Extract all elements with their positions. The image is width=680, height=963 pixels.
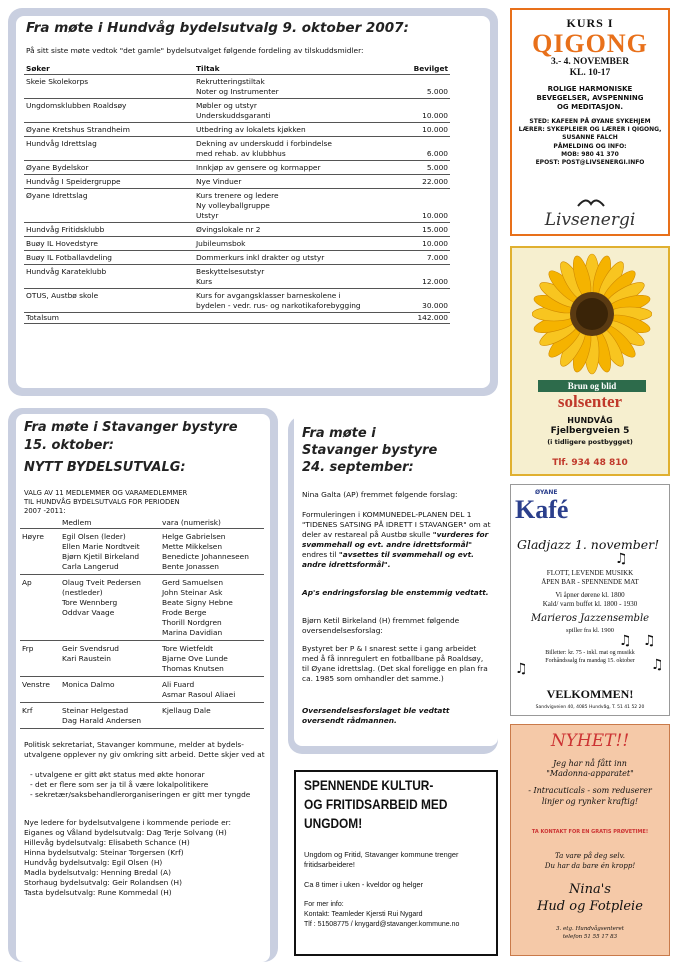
- nyhet-l2: - Intracuticals - som reduserer linjer og rynker kraftig!: [528, 786, 652, 806]
- council-title-3: NYTT BYDELSUTVALG:: [24, 460, 186, 475]
- grant-row: [24, 99, 450, 123]
- qigong-desc: ROLIGE HARMONISKE BEVEGELSER, AVSPENNING OG MEDITASJON.: [536, 85, 644, 111]
- kafe-line1: FLOTT, LEVENDE MUSIKK ÅPEN BAR - SPENNENDE MAT: [541, 569, 639, 586]
- grant-row: [24, 251, 450, 265]
- sun-banner: Brun og blid: [538, 380, 646, 392]
- grant-measure: Kurs for avgangsklasser barneskolene i bydelen - vedr. rus- og narkotikaforebygging: [194, 289, 394, 313]
- kafe-band: Marieros Jazzensemble: [530, 613, 650, 624]
- grant-amount: 22.000: [394, 175, 450, 189]
- bird-icon: [576, 196, 606, 210]
- music-note-icon: ♫: [515, 661, 528, 677]
- sunflower-icon: [532, 252, 652, 376]
- col-vara: vara (numerisk): [160, 518, 264, 529]
- sept-p5: Bystyret ber P & I snarest sette i gang arbeidet med å få innregulert en fotballbane på Roaldsøy, til Øyane idrettslag. (Det skal foreligge en plan fra ca. 1985 som omhandler det samme.): [302, 644, 488, 683]
- grant-applicant: Hundvåg Fritidsklubb: [24, 223, 194, 237]
- leaders-title: Nye ledere for bydelsutvalgene i kommende periode er:: [24, 818, 232, 827]
- qigong-info: STED: KAFEEN PÅ ØYANE SYKEHJEM LÆRER: SYKEPLEIER OG LÆRER I QIGONG, SUSANNE FALCH PÅMELDING OG INFO: MOB: 980 41 370 EPOST: POST@LIVSENERGI.INFO: [518, 118, 662, 167]
- grant-amount: 10.000: [394, 99, 450, 123]
- leader-item: Hinna bydelsutvalg: Steinar Torgersen (Krf): [24, 848, 184, 857]
- kafe-tickets: Billetter: kr. 75 - inkl. mat og musikk Forhåndssalg fra mandag 15. oktober: [545, 650, 635, 664]
- sept-p1: Nina Galta (AP) fremmet følgende forslag:: [302, 490, 458, 499]
- grant-applicant: Hundvåg Idrettslag: [24, 137, 194, 161]
- nyhet-ad: [510, 724, 670, 956]
- sept-p2: [302, 510, 492, 570]
- kafe-small: ØYANE: [535, 489, 558, 496]
- bullet-text: det er flere som ser ja til å være lokalpolitikere: [35, 780, 209, 789]
- party-members: Olaug Tveit Pedersen (nestleder) Tore Wennberg Oddvar Vaage: [60, 575, 160, 641]
- grant-amount: 12.000: [394, 265, 450, 289]
- party-vara: Helge Gabrielsen Mette Mikkelsen Benedicte Johanneseen Bente Jonassen: [160, 529, 264, 575]
- grant-measure: Dekning av underskudd i forbindelse med rehab. av klubbhus: [194, 137, 394, 161]
- nyhet-l4: Ta vare på deg selv. Du har da bare én kropp!: [544, 852, 636, 870]
- culture-box: [294, 770, 498, 956]
- nyhet-l5: Nina's Hud og Fotpleie: [537, 882, 643, 914]
- grant-applicant: Buøy IL Fotballavdeling: [24, 251, 194, 265]
- grant-row: [24, 237, 450, 251]
- grant-applicant: Øyane Bydelskor: [24, 161, 194, 175]
- nyhet-l6: 3. etg. Hundvågsenteret telefon 51 55 17 83: [556, 926, 624, 940]
- grant-measure: Utbedring av lokalets kjøkken: [194, 123, 394, 137]
- grant-amount: 5.000: [394, 161, 450, 175]
- kafe-band-time: spiller fra kl. 1900: [565, 627, 615, 634]
- party-name: Krf: [20, 703, 60, 729]
- qigong-brand: Livsenergi: [544, 210, 636, 230]
- music-note-icon: ♫: [619, 633, 632, 649]
- council-para: Politisk sekretariat, Stavanger kommune, melder at bydels-utvalgene opplever ny giv omkring sitt arbeid. Dette skjer ved at: [24, 740, 265, 759]
- leader-item: Tasta bydelsutvalg: Rune Kommedal (H): [24, 888, 172, 897]
- bullet-text: sekretær/saksbehandlerorganiseringen er gitt mer tyngde: [35, 790, 251, 799]
- sun-tel: Tlf. 934 48 810: [552, 458, 628, 468]
- party-name: Høyre: [20, 529, 60, 575]
- grant-measure: Innkjøp av gensere og kormapper: [194, 161, 394, 175]
- party-name: Ap: [20, 575, 60, 641]
- grant-row: [24, 161, 450, 175]
- grant-amount: 15.000: [394, 223, 450, 237]
- leader-item: Storhaug bydelsutvalg: Geir Rolandsen (H): [24, 878, 182, 887]
- total-label: Totalsum: [24, 313, 194, 324]
- party-members: Steinar Helgestad Dag Harald Andersen: [60, 703, 160, 729]
- grant-measure: Rekrutteringstiltak Noter og Instrumenter: [194, 75, 394, 99]
- party-vara: Kjellaug Dale: [160, 703, 264, 729]
- kafe-ad: [510, 484, 670, 716]
- leader-item: Hillevåg bydelsutvalg: Elisabeth Schance (H): [24, 838, 190, 847]
- grant-amount: 30.000: [394, 289, 450, 313]
- grant-row: [24, 189, 450, 223]
- grant-row: [24, 137, 450, 161]
- leader-item: Madla bydelsutvalg: Henning Bredal (A): [24, 868, 171, 877]
- music-note-icon: ♫: [615, 551, 628, 567]
- grant-measure: Jubileumsbok: [194, 237, 394, 251]
- council-inner: [16, 414, 270, 962]
- party-row: [20, 641, 264, 677]
- grant-amount: 10.000: [394, 123, 450, 137]
- sept-p2-quote2: "avsettes til svømmehall og evt. andre idrettsformål".: [302, 550, 474, 569]
- sun-place: HUNDVÅG: [567, 416, 613, 425]
- grant-applicant: Hundvåg I Speidergruppe: [24, 175, 194, 189]
- party-vara: Ali Fuard Asmar Rasoul Aliaei: [160, 677, 264, 703]
- party-vara: Tore Wietfeldt Bjarne Ove Lunde Thomas Knutsen: [160, 641, 264, 677]
- grants-header-row: [24, 64, 450, 75]
- grant-applicant: Hundvåg Karateklubb: [24, 265, 194, 289]
- col-bevilget: Bevilget: [394, 64, 450, 75]
- bullet-item: - utvalgene er gitt økt status med økte honorar: [30, 770, 205, 779]
- sept-p2-text: Formuleringen i KOMMUNEDEL-PLANEN DEL 1 "TIDENES SATSING PÅ IDRETT I STAVANGER" om at deler av restareal på Austbø skulle: [302, 510, 491, 539]
- council-bullets: [24, 770, 270, 800]
- party-row: [20, 677, 264, 703]
- grant-measure: Nye Vinduer: [194, 175, 394, 189]
- party-row: [20, 575, 264, 641]
- grant-measure: Dommerkurs inkl drakter og utstyr: [194, 251, 394, 265]
- party-members: Egil Olsen (leder) Ellen Marie Nordtveit Bjørn Kjetil Birkeland Carla Langerud: [60, 529, 160, 575]
- bullet-item: - sekretær/saksbehandlerorganiseringen er gitt mer tyngde: [30, 790, 251, 799]
- grant-amount: 10.000: [394, 189, 450, 223]
- council-table: [20, 518, 264, 729]
- qigong-kurs: KURS I: [566, 16, 614, 30]
- col-medlem: Medlem: [60, 518, 160, 529]
- grants-title: Fra møte i Hundvåg bydelsutvalg 9. oktober 2007:: [26, 20, 409, 36]
- sept-p2-quote1: "vurderes for svømmehall og evt. andre idrettsformål": [302, 530, 489, 549]
- grant-amount: 6.000: [394, 137, 450, 161]
- grant-amount: 5.000: [394, 75, 450, 99]
- grant-row: [24, 123, 450, 137]
- culture-p3: For mer info: Kontakt: Teamleder Kjersti Rui Nygard Tlf : 51508775 / knygard@stavanger.kommune.no: [304, 901, 460, 928]
- grant-applicant: OTUS, Austbø skole: [24, 289, 194, 313]
- grant-row: [24, 223, 450, 237]
- music-note-icon: ♫: [643, 633, 656, 649]
- grant-row: [24, 265, 450, 289]
- qigong-date: 3.- 4. NOVEMBER KL. 10-17: [550, 57, 630, 78]
- sept-p6: Oversendelsesforslaget ble vedtatt oversendt rådmannen.: [302, 706, 450, 725]
- party-vara: Gerd Samuelsen John Steinar Ask Beate Signy Hebne Frode Berge Thorill Nordgren Marina Davidian: [160, 575, 264, 641]
- culture-p1: Ungdom og Fritid, Stavanger kommune trenger fritidsarbeidere!: [304, 850, 459, 869]
- party-members: Geir Svendsrud Kari Raustein: [60, 641, 160, 677]
- sept-p4: Bjørn Ketil Birkeland (H) fremmet følgende oversendelsesforslag:: [302, 616, 460, 635]
- party-row: [20, 529, 264, 575]
- grant-measure: Beskyttelsesutstyr Kurs: [194, 265, 394, 289]
- council-intro: VALG AV 11 MEDLEMMER OG VARAMEDLEMMER TIL HUNDVÅG BYDELSUTVALG FOR PERIODEN 2007 -2011:: [24, 489, 188, 515]
- col-tiltak: Tiltak: [194, 64, 394, 75]
- party-members: Monica Dalmo: [60, 677, 160, 703]
- grant-applicant: Øyane Kretshus Strandheim: [24, 123, 194, 137]
- grant-measure: Møbler og utstyr Underskuddsgaranti: [194, 99, 394, 123]
- sept-p3: Ap's endringsforslag ble enstemmig vedtatt.: [302, 588, 489, 597]
- council-title-1: Fra møte i Stavanger bystyre: [24, 420, 238, 435]
- party-name: Frp: [20, 641, 60, 677]
- kafe-footer: Sandvigveien 40, 4085 Hundvåg, T. 51 41 52 20: [535, 705, 645, 710]
- music-note-icon: ♫: [651, 657, 664, 673]
- sept-title-2: Stavanger bystyre: [302, 443, 438, 458]
- council-header-row: [20, 518, 264, 529]
- sept-title-1: Fra møte i: [302, 426, 376, 441]
- total-value: 142.000: [394, 313, 450, 324]
- grant-row: [24, 75, 450, 99]
- grant-applicant: Ungdomsklubben Roaldsøy: [24, 99, 194, 123]
- kafe-event: Gladjazz 1. november!: [517, 537, 660, 552]
- kafe-welcome: VELKOMMEN!: [546, 687, 634, 701]
- grant-amount: 7.000: [394, 251, 450, 265]
- grants-intro: På sitt siste møte vedtok "det gamle" bydelsutvalget følgende fordeling av tilskuddsmidler:: [26, 46, 364, 55]
- grants-total-row: [24, 313, 450, 324]
- council-title-2: 15. oktober:: [24, 438, 115, 453]
- qigong-title: QIGONG: [532, 29, 648, 58]
- culture-p2: Ca 8 timer i uken - kveldor og helger: [304, 880, 424, 889]
- nyhet-title: NYHET!!: [550, 731, 630, 751]
- leader-item: Eiganes og Våland bydelsutvalg: Dag Terje Solvang (H): [24, 828, 227, 837]
- grant-applicant: Buøy IL Hovedstyre: [24, 237, 194, 251]
- party-name: Venstre: [20, 677, 60, 703]
- grants-inner: [16, 16, 490, 388]
- nyhet-l1: Jeg har nå fått inn "Madonna-apparatet": [546, 759, 634, 778]
- grant-row: [24, 289, 450, 313]
- sept-inner: [294, 416, 498, 746]
- leader-item: Hundvåg bydelsutvalg: Egil Olsen (H): [24, 858, 163, 867]
- sept-title-3: 24. september:: [302, 460, 414, 475]
- grant-measure: Øvingslokale nr 2: [194, 223, 394, 237]
- culture-title: SPENNENDE KULTUR- OG FRITIDSARBEID MED UNGDOM!: [304, 777, 448, 831]
- bullet-text: utvalgene er gitt økt status med økte honorar: [35, 770, 205, 779]
- grant-amount: 10.000: [394, 237, 450, 251]
- qigong-ad: [510, 8, 670, 236]
- grant-measure: Kurs trenere og ledere Ny volleyballgruppe Utstyr: [194, 189, 394, 223]
- kafe-name: Kafé: [515, 495, 569, 524]
- sun-name: solsenter: [557, 392, 623, 411]
- grants-table: [24, 64, 450, 324]
- grant-applicant: Skeie Skolekorps: [24, 75, 194, 99]
- grant-applicant: Øyane Idrettslag: [24, 189, 194, 223]
- sun-note: (i tidligere postbygget): [547, 438, 633, 446]
- kafe-line2: Vi åpner dørene kl. 1800 Kald/ varm buffet kl. 1800 - 1930: [542, 591, 638, 608]
- leaders-list: [24, 828, 270, 898]
- party-row: [20, 703, 264, 729]
- grant-row: [24, 175, 450, 189]
- col-soker: Søker: [24, 64, 194, 75]
- sun-addr: Fjelbergveien 5: [550, 426, 630, 436]
- sept-p2-mid: endres til: [302, 550, 337, 559]
- bullet-item: - det er flere som ser ja til å være lokalpolitikere: [30, 780, 209, 789]
- solsenter-ad: [510, 246, 670, 476]
- nyhet-l3: TA KONTAKT FOR EN GRATIS PRØVETIME!: [531, 829, 649, 835]
